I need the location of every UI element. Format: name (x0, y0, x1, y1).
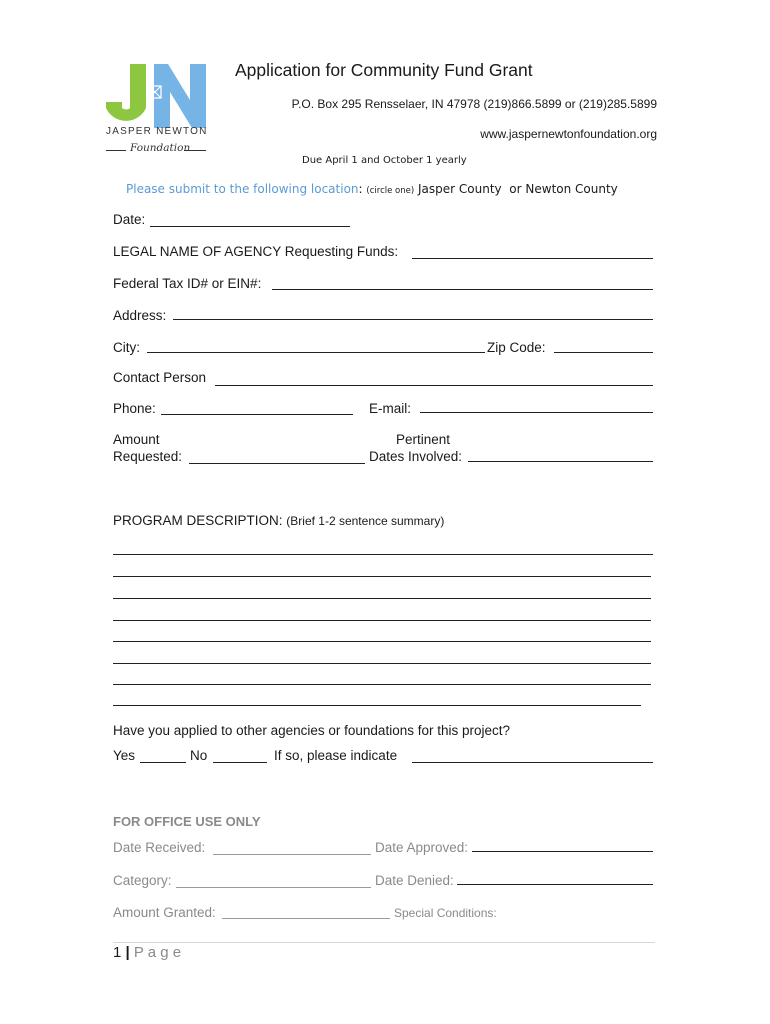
city-label: City: (113, 340, 140, 355)
jn-monogram-icon (104, 62, 210, 130)
zip-input[interactable] (554, 352, 653, 353)
program-hint: (Brief 1-2 sentence summary) (286, 514, 445, 528)
dates-label-line2: Dates Involved: (369, 449, 463, 464)
category-label: Category: (113, 873, 172, 888)
phone-label: Phone: (113, 401, 156, 416)
date-denied-input[interactable] (457, 884, 653, 885)
due-dates: Due April 1 and October 1 yearly (302, 155, 467, 166)
amount-granted-label: Amount Granted: (113, 905, 216, 920)
amount-label-line2: Requested: (113, 449, 183, 464)
tax-id-input[interactable] (272, 289, 653, 290)
foundation-website[interactable]: www.jaspernewtonfoundation.org (480, 127, 657, 141)
page-separator: | (125, 944, 130, 961)
amount-label-line1: Amount (113, 432, 160, 447)
office-use-heading: FOR OFFICE USE ONLY (113, 814, 261, 829)
yes-label: Yes (113, 748, 136, 763)
date-received-input[interactable] (213, 854, 371, 855)
logo-line-2-row (106, 144, 206, 156)
contact-label: Contact Person (113, 370, 207, 385)
amount-granted-input[interactable] (222, 918, 390, 919)
location-hint: (circle one) (366, 186, 415, 196)
page-footer (113, 944, 181, 961)
location-row (126, 182, 618, 196)
date-label: Date: (113, 212, 146, 227)
program-line[interactable] (113, 620, 651, 621)
program-line[interactable] (113, 663, 651, 664)
yes-input[interactable] (140, 762, 186, 763)
email-label: E-mail: (369, 401, 412, 416)
logo-line-2: Foundation (130, 142, 191, 154)
page-word: P a g e (133, 944, 182, 961)
program-label: PROGRAM DESCRIPTION: (113, 513, 283, 528)
tax-id-label: Federal Tax ID# or EIN#: (113, 276, 262, 291)
phone-input[interactable] (161, 414, 353, 415)
foundation-address: P.O. Box 295 Rensselaer, IN 47978 (219)866.5899 or (219)285.5899 (291, 97, 657, 111)
program-line[interactable] (113, 598, 651, 599)
location-option-jasper[interactable]: Jasper County (418, 182, 502, 196)
location-option-newton[interactable]: Newton County (525, 182, 618, 196)
no-input[interactable] (213, 762, 267, 763)
date-input[interactable] (150, 226, 350, 227)
logo-rule-right (184, 150, 206, 151)
legal-name-input[interactable] (412, 258, 653, 259)
indicate-label: If so, please indicate (274, 748, 398, 763)
footer-rule (113, 942, 655, 943)
program-line[interactable] (113, 576, 651, 577)
date-received-label: Date Received: (113, 840, 206, 855)
no-label: No (190, 748, 208, 763)
logo-rule-left (106, 150, 126, 151)
program-line[interactable] (113, 641, 651, 642)
zip-label: Zip Code: (487, 340, 546, 355)
program-description-heading (113, 513, 444, 528)
legal-name-label: LEGAL NAME OF AGENCY Requesting Funds: (113, 244, 399, 259)
foundation-logo (104, 62, 210, 154)
special-conditions-label: Special Conditions: (394, 906, 497, 920)
location-colon: : (358, 182, 363, 196)
program-line[interactable] (113, 554, 653, 555)
indicate-input[interactable] (412, 762, 653, 763)
address-label: Address: (113, 308, 167, 323)
other-agencies-question: Have you applied to other agencies or foundations for this project? (113, 723, 510, 738)
program-line[interactable] (113, 705, 641, 706)
page-number: 1 (113, 944, 122, 961)
logo-line-1: JASPER NEWTON (106, 126, 208, 137)
form-title: Application for Community Fund Grant (235, 60, 533, 80)
dates-input[interactable] (468, 461, 653, 462)
address-input[interactable] (173, 319, 653, 320)
location-or: or (509, 182, 522, 196)
email-input[interactable] (420, 412, 653, 413)
date-denied-label: Date Denied: (375, 873, 454, 888)
contact-input[interactable] (215, 385, 653, 386)
date-approved-input[interactable] (472, 851, 653, 852)
location-prompt: Please submit to the following location (126, 182, 359, 196)
amount-input[interactable] (189, 463, 365, 464)
category-input[interactable] (176, 887, 371, 888)
date-approved-label: Date Approved: (375, 840, 469, 855)
program-line[interactable] (113, 684, 651, 685)
city-input[interactable] (147, 352, 485, 353)
dates-label-line1: Pertinent (396, 432, 451, 447)
